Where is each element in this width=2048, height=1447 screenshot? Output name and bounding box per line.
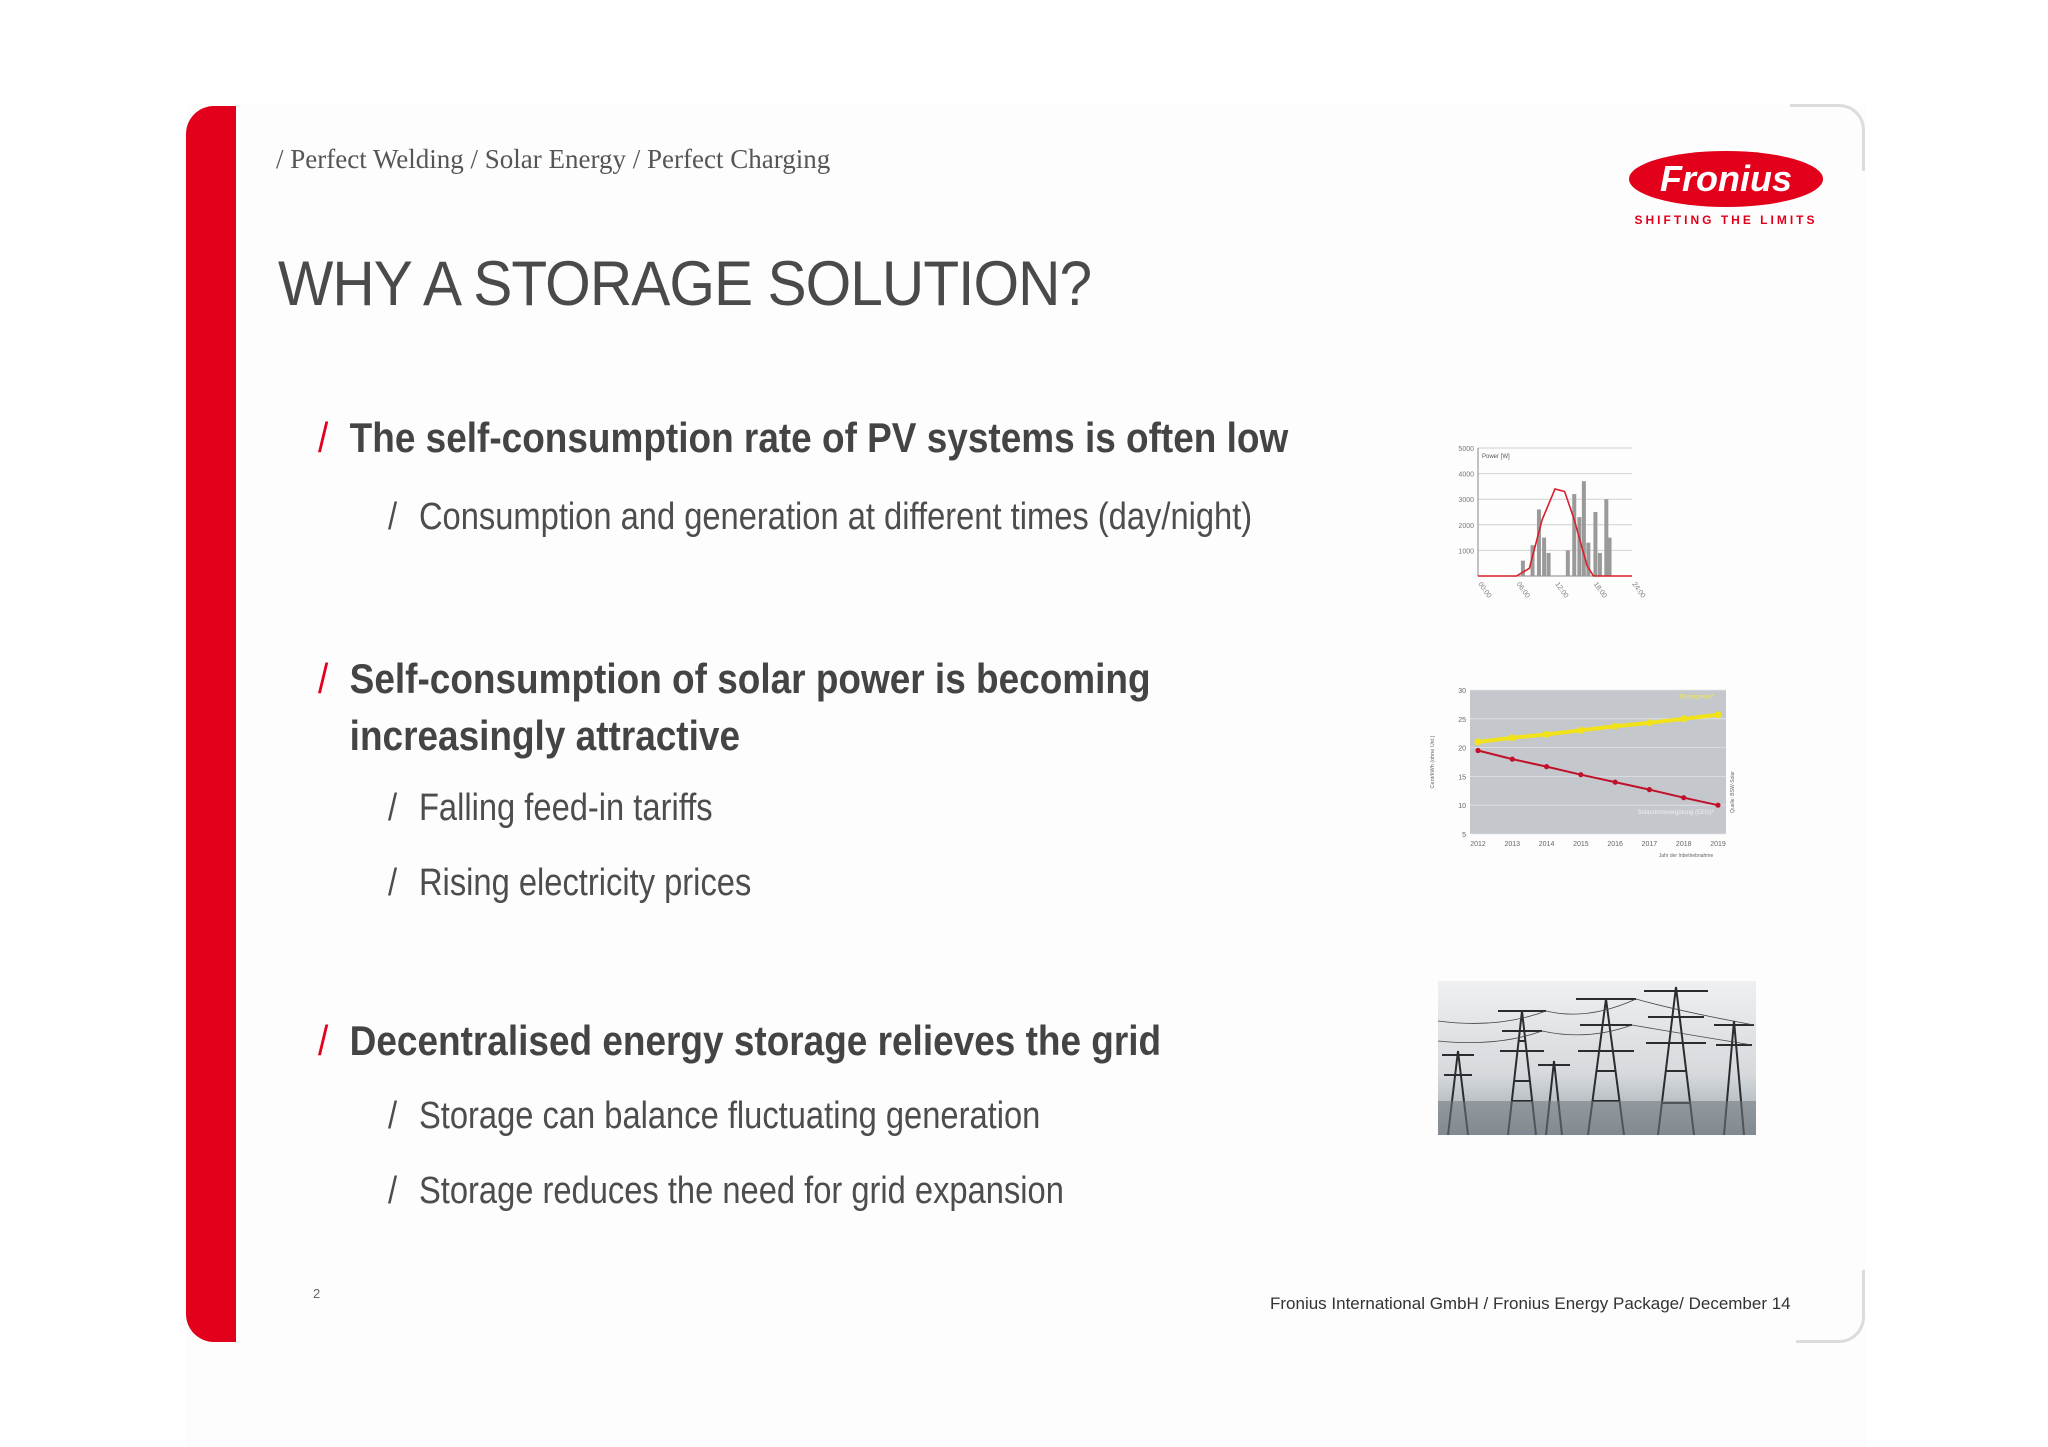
data-point (1715, 803, 1720, 808)
consumption-bar (1537, 509, 1541, 576)
bullet-item-3-2: / Storage reduces the need for grid expansion (388, 1170, 1064, 1212)
red-accent-bar (186, 106, 236, 1342)
consumption-bar (1542, 538, 1546, 576)
x-tick-label: 24:00 (1630, 581, 1647, 600)
data-point (1680, 715, 1687, 722)
source-label: Quelle: BSW-Solar (1730, 771, 1736, 813)
bullet-heading-2: / Self-consumption of solar power is becoming increasingly attractive (318, 650, 1151, 764)
series-label: Solarstromvergütung (EEG)* (1637, 809, 1714, 816)
bullet-item-3-1: / Storage can balance fluctuating generation (388, 1095, 1041, 1137)
power-pylons-photo (1438, 981, 1756, 1135)
bullet-slash: / (318, 414, 329, 461)
x-tick-label: 12:00 (1553, 581, 1570, 600)
consumption-bar (1572, 494, 1576, 576)
y-axis-label: Power [W] (1482, 454, 1510, 460)
data-point (1578, 772, 1583, 777)
y-tick-label: 5 (1462, 832, 1466, 839)
bullet-slash: / (388, 787, 398, 829)
data-point (1681, 795, 1686, 800)
bullet-slash: / (388, 496, 398, 538)
data-point (1647, 787, 1652, 792)
data-point (1715, 711, 1722, 718)
tariff-price-chart (1424, 682, 1744, 862)
x-axis-label: Jahr der Inbetriebnahme (1658, 853, 1714, 859)
data-point (1475, 748, 1480, 753)
y-tick-label: 20 (1458, 745, 1466, 753)
y-tick-label: 2000 (1458, 522, 1474, 530)
bullet-slash: / (318, 1017, 329, 1064)
data-point (1510, 757, 1515, 762)
x-tick-label: 00:00 (1476, 581, 1493, 600)
y-tick-label: 1000 (1458, 548, 1474, 556)
bullet-item-2-1: / Falling feed-in tariffs (388, 787, 713, 829)
footer-text: Fronius International GmbH / Fronius Energy Package/ December 14 (1270, 1294, 1791, 1313)
consumption-bar (1577, 517, 1581, 576)
tagline: / Perfect Welding / Solar Energy / Perfect Charging (276, 144, 831, 174)
logo-slogan: SHIFTING THE LIMITS (1634, 213, 1818, 227)
x-tick-label: 2012 (1470, 841, 1486, 848)
series-label: Strompreise* (1679, 694, 1714, 701)
consumption-bar (1608, 538, 1612, 576)
page-title: WHY A STORAGE SOLUTION? (278, 249, 1092, 319)
x-tick-label: 2014 (1538, 841, 1555, 848)
y-tick-label: 10 (1458, 803, 1466, 811)
consumption-bar (1598, 553, 1602, 576)
bullet-item-1-1: / Consumption and generation at different times (day/night) (388, 496, 1253, 538)
data-point (1612, 723, 1619, 730)
bullet-heading-1: / The self-consumption rate of PV systems is often low (318, 414, 1289, 461)
bullet-slash: / (388, 1170, 398, 1212)
data-point (1475, 738, 1482, 745)
x-tick-label: 18:00 (1591, 581, 1608, 600)
data-point (1613, 780, 1618, 785)
bullet-slash: / (318, 655, 329, 702)
logo-wordmark: Fronius (1660, 158, 1792, 199)
bullet-heading-3: / Decentralised energy storage relieves the grid (318, 1017, 1162, 1064)
bullet-item-2-2: / Rising electricity prices (388, 862, 752, 904)
y-tick-label: 5000 (1458, 446, 1474, 453)
fronius-logo (1626, 146, 1826, 232)
bullet-slash: / (388, 862, 398, 904)
x-tick-label: 06:00 (1514, 581, 1531, 600)
power-profile-chart (1440, 436, 1650, 606)
consumption-bar (1547, 553, 1551, 576)
consumption-bar (1566, 550, 1570, 576)
y-tick-label: 30 (1458, 688, 1466, 695)
data-point (1544, 764, 1549, 769)
y-tick-label: 25 (1458, 716, 1466, 724)
x-tick-label: 2016 (1607, 841, 1623, 848)
page-number: 2 (313, 1286, 321, 1301)
bullet-slash: / (388, 1095, 398, 1137)
data-point (1543, 731, 1550, 738)
x-tick-label: 2013 (1504, 841, 1521, 848)
x-tick-label: 2018 (1675, 841, 1692, 848)
y-tick-label: 3000 (1458, 497, 1474, 505)
corner-bracket-bottom-right (1796, 1270, 1865, 1343)
y-axis-label: Cent/kWh (ohne Ust.) (1430, 735, 1436, 789)
data-point (1646, 719, 1653, 726)
data-point (1577, 727, 1584, 734)
data-point (1509, 734, 1516, 741)
x-tick-label: 2019 (1710, 841, 1726, 848)
y-tick-label: 4000 (1458, 471, 1474, 479)
consumption-bar (1593, 512, 1597, 576)
x-tick-label: 2015 (1573, 841, 1589, 848)
x-tick-label: 2017 (1641, 841, 1658, 848)
y-tick-label: 15 (1458, 774, 1466, 782)
